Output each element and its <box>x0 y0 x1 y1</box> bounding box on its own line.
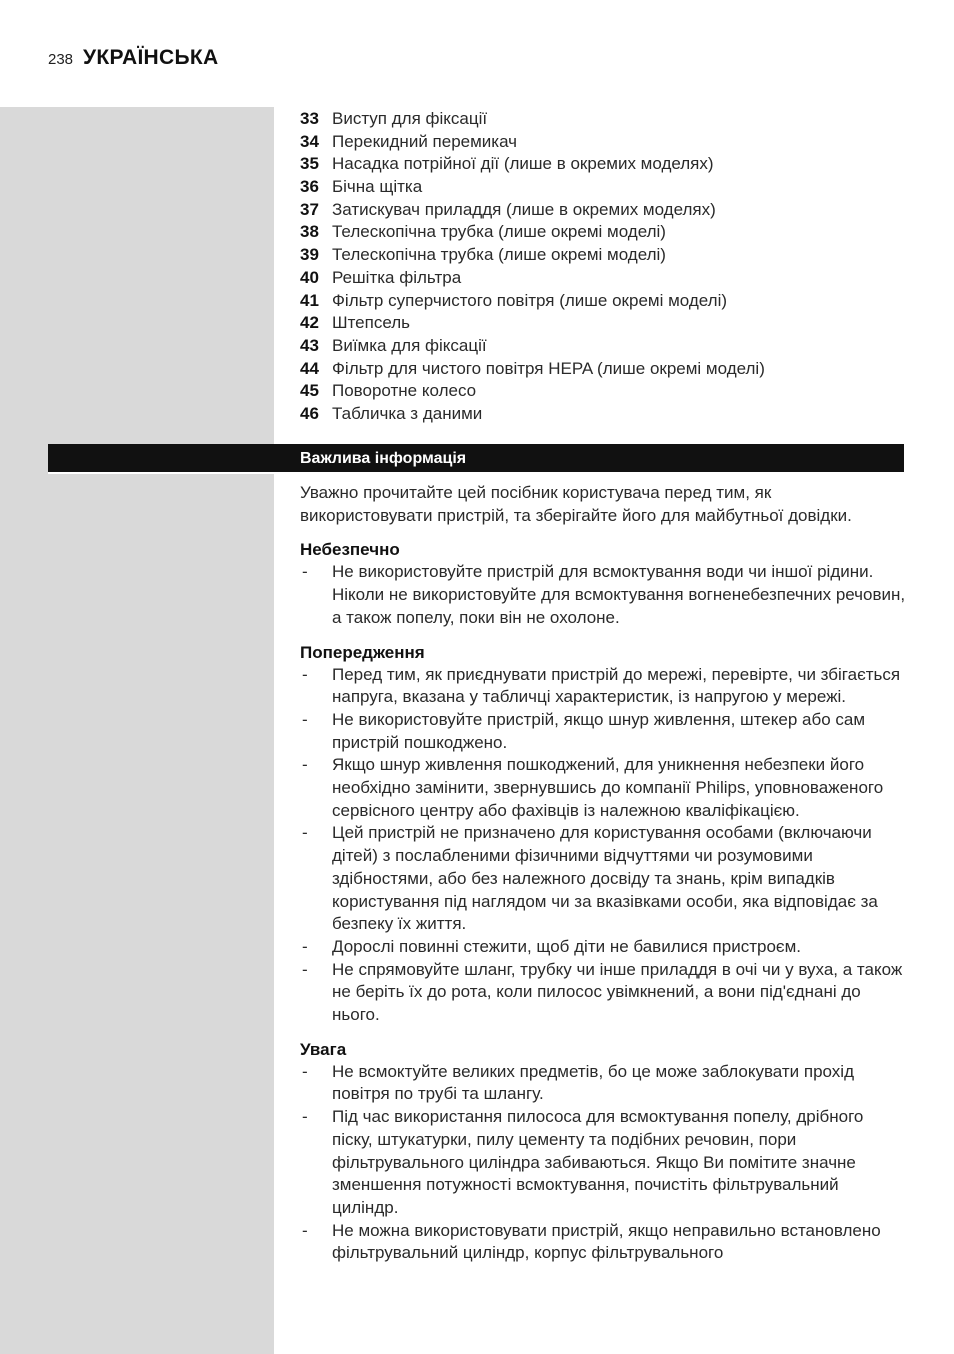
part-label: Насадка потрійної дії (лише в окремих моделях) <box>332 154 714 174</box>
divider <box>48 472 274 474</box>
part-number: 34 <box>300 131 319 151</box>
part-label: Виступ для фіксації <box>332 109 488 128</box>
part-label: Решітка фільтра <box>332 267 462 287</box>
list-item: - Не можна використовувати пристрій, якщо неправильно встановлено фільтрувальний циліндр, корпус фільтрувального <box>300 1220 906 1265</box>
list-item <box>300 153 765 176</box>
warning-list <box>300 664 906 1027</box>
part-number: 33 <box>300 109 319 128</box>
list-item: - Якщо шнур живлення пошкоджений, для уникнення небезпеки його необхідно замінити, звернувшись до компанії Philips, уповноваженого сервісного центру або фахівців із належною кваліфікацією. <box>300 754 906 822</box>
part-number: 42 <box>300 313 319 333</box>
part-number: 37 <box>300 199 319 219</box>
part-number: 40 <box>300 267 319 287</box>
part-label: Телескопічна трубка (лише окремі моделі) <box>332 245 666 265</box>
part-label: Поворотне колесо <box>332 381 477 401</box>
list-item <box>300 244 765 267</box>
section-title: Важлива інформація <box>300 450 467 467</box>
part-number: 39 <box>300 245 319 265</box>
caution-list <box>300 1061 906 1265</box>
list-item <box>300 267 765 290</box>
list-item: - Дорослі повинні стежити, щоб діти не бавилися пристроєм. <box>300 936 906 959</box>
list-item: - Не спрямовуйте шланг, трубку чи інше приладдя в очі чи у вуха, а також не беріть їх до рота, коли пилосос увімкнений, а вони під'єднані до нього. <box>300 959 906 1027</box>
list-item: - Не використовуйте пристрій для всмоктування води чи іншої рідини. Ніколи не використовуйте для всмоктування вогненебезпечних речовин, а також попелу, поки він не охолоне. <box>300 561 906 629</box>
list-item <box>300 380 765 403</box>
part-number: 46 <box>300 403 319 423</box>
warning-heading: Попередження <box>300 642 425 662</box>
part-label: Фільтр суперчистого повітря (лише окремі моделі) <box>332 290 728 310</box>
list-item: - Не всмоктуйте великих предметів, бо це може заблокувати прохід повітря по трубі та шлангу. <box>300 1061 906 1106</box>
part-number: 38 <box>300 222 319 242</box>
part-label: Бічна щітка <box>332 177 423 197</box>
list-item <box>300 199 765 222</box>
list-item <box>300 176 765 199</box>
parts-list <box>300 108 765 426</box>
part-number: 43 <box>300 335 319 355</box>
list-item: - Не використовуйте пристрій, якщо шнур живлення, штекер або сам пристрій пошкоджено. <box>300 709 906 754</box>
part-number: 41 <box>300 290 319 310</box>
caution-heading: Увага <box>300 1039 347 1059</box>
danger-heading: Небезпечно <box>300 540 400 560</box>
danger-list <box>300 561 906 629</box>
language-title: УКРАЇНСЬКА <box>83 46 219 69</box>
part-label: Штепсель <box>332 313 411 333</box>
list-item <box>300 108 765 131</box>
list-item: - Під час використання пилососа для всмоктування попелу, дрібного піску, штукатурки, пилу цементу та подібних речовин, пори фільтрувального циліндра забиваються. Якщо Ви помітите значне зменшення потужності всмоктування, почистіть фільтрувальний циліндр. <box>300 1106 906 1220</box>
list-item: - Цей пристрій не призначено для користування особами (включаючи дітей) з послабленими фізичними відчуттями чи розумовими здібностями, або без належного досвіду та знань, крім випадків користування під наглядом чи за вказівками особи, яка відповідає за безпеку їх життя. <box>300 822 906 936</box>
list-item: - Перед тим, як приєднувати пристрій до мережі, перевірте, чи збігається напруга, вказана у табличці характеристик, із напругою у мережі. <box>300 664 906 709</box>
list-item <box>300 131 765 154</box>
part-label: Затискувач приладдя (лише в окремих моделях) <box>332 199 716 219</box>
part-label: Телескопічна трубка (лише окремі моделі) <box>332 222 666 242</box>
list-item <box>300 335 765 358</box>
page-number: 238 <box>48 51 74 68</box>
list-item <box>300 290 765 313</box>
left-margin-panel <box>0 107 274 1354</box>
part-label: Виїмка для фіксації <box>332 335 487 355</box>
section-header-bar <box>48 444 904 472</box>
important-info-content <box>300 482 906 1277</box>
list-item <box>300 403 765 426</box>
part-number: 36 <box>300 177 319 197</box>
part-label: Фільтр для чистого повітря HEPA (лише окремі моделі) <box>332 358 765 378</box>
page-header <box>48 46 218 76</box>
part-label: Табличка з даними <box>332 403 483 423</box>
part-number: 35 <box>300 154 319 174</box>
list-item <box>300 358 765 381</box>
intro-paragraph: Уважно прочитайте цей посібник користувача перед тим, як використовувати пристрій, та зберігайте його для майбутньої довідки. <box>300 483 852 525</box>
part-number: 44 <box>300 358 319 378</box>
part-label: Перекидний перемикач <box>332 131 518 151</box>
part-number: 45 <box>300 381 319 401</box>
list-item <box>300 312 765 335</box>
list-item <box>300 221 765 244</box>
